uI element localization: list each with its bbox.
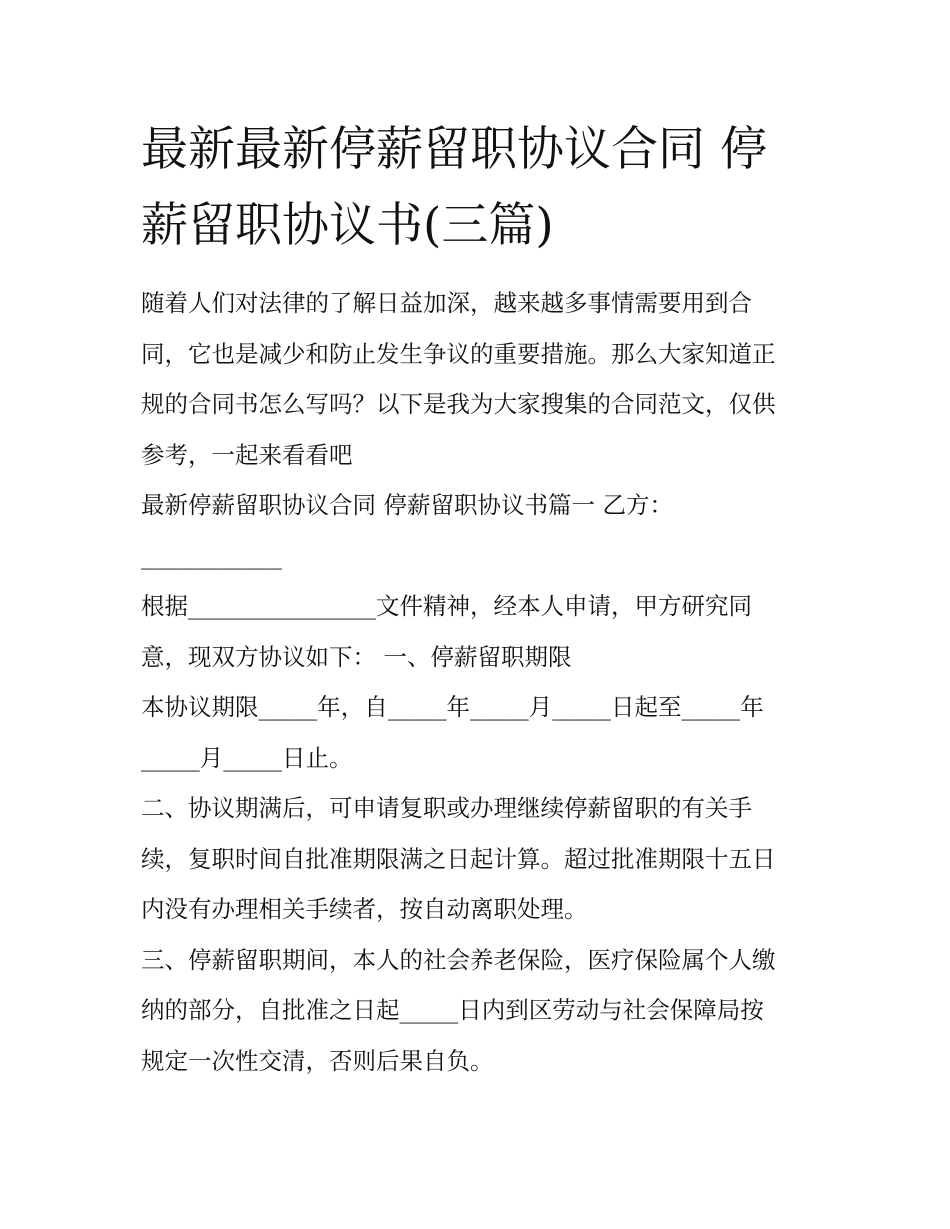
- body-line: 规定一次性交清，否则后果自负。: [141, 1046, 494, 1075]
- body-line: 意，现双方协议如下： 一、停薪留职期限: [141, 642, 572, 671]
- blank-line: ____________: [141, 541, 282, 570]
- title-line-2: 薪留职协议书(三篇): [141, 198, 554, 253]
- body-line: 随着人们对法律的了解日益加深，越来越多事情需要用到合: [141, 289, 752, 317]
- body-line: 续，复职时间自批准期限满之日起计算。超过批准期限十五日: [141, 844, 776, 873]
- body-line: 规的合同书怎么写吗？以下是我为大家搜集的合同范文，仅供: [141, 390, 776, 418]
- document-body: [141, 278, 821, 1086]
- title-line-1: 最新最新停薪留职协议合同 停: [141, 122, 767, 177]
- body-line: _____月_____日止。: [141, 743, 353, 772]
- body-line: 二、协议期满后，可申请复职或办理继续停薪留职的有关手: [141, 794, 752, 822]
- body-line: 参考，一起来看看吧: [141, 440, 353, 469]
- body-line: 根据________________文件精神，经本人申请，甲方研究同: [141, 592, 752, 620]
- body-line: 三、停薪留职期间，本人的社会养老保险，医疗保险属个人缴: [141, 945, 776, 974]
- body-line: 内没有办理相关手续者，按自动离职处理。: [141, 895, 588, 923]
- document-title: [141, 112, 821, 264]
- section-heading-line: 最新停薪留职协议合同 停薪留职协议书篇一 乙方：: [141, 491, 673, 519]
- body-line: 纳的部分，自批准之日起_____日内到区劳动与社会保障局按: [141, 996, 764, 1024]
- document-page: [141, 112, 821, 1086]
- body-line: 本协议期限_____年，自_____年_____月_____日起至_____年: [141, 693, 764, 721]
- body-line: 同，它也是减少和防止发生争议的重要措施。那么大家知道正: [141, 339, 776, 368]
